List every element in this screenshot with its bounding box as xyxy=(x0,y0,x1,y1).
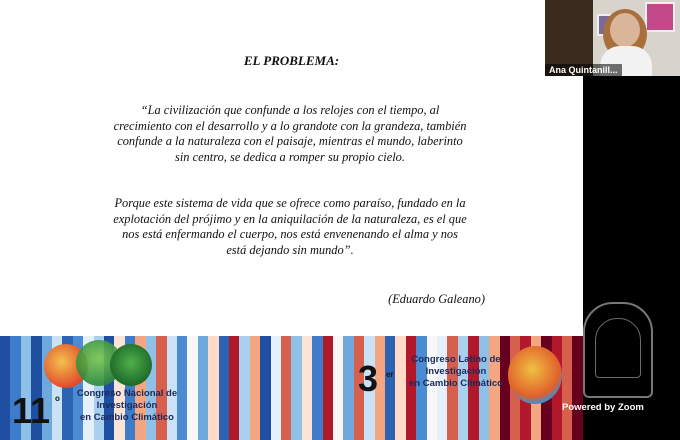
climate-stripe xyxy=(572,336,582,440)
banner-line: en Cambio Climático xyxy=(409,378,503,389)
quote-line: “La civilización que confunde a los relojes con el tiempo, al xyxy=(140,103,440,117)
quote-paragraph-1 xyxy=(40,103,540,165)
climate-stripe xyxy=(291,336,301,440)
university-seal-icon xyxy=(583,302,653,398)
climate-stripe xyxy=(343,336,353,440)
climate-stripe xyxy=(312,336,322,440)
congress-name-right xyxy=(398,354,514,390)
climate-stripe xyxy=(229,336,239,440)
participant-name: Ana Quintanill... xyxy=(545,64,622,76)
climate-stripe xyxy=(385,336,395,440)
climate-stripe xyxy=(0,336,10,440)
climate-stripe xyxy=(250,336,260,440)
climate-stripe xyxy=(198,336,208,440)
congress-banner xyxy=(0,336,583,440)
participant-video[interactable] xyxy=(545,0,680,76)
seal-emblem xyxy=(595,318,641,378)
climate-stripe xyxy=(219,336,229,440)
climate-stripe xyxy=(562,336,572,440)
quote-author: (Eduardo Galeano) xyxy=(388,292,485,306)
climate-stripe xyxy=(260,336,270,440)
banner-line: Investigación xyxy=(425,366,487,377)
climate-stripe xyxy=(271,336,281,440)
person-face xyxy=(610,13,640,47)
banner-line: Investigación xyxy=(96,400,158,411)
quote-line: confunde a la naturaleza con el paisaje, mientras el mundo, laberinto xyxy=(117,134,463,148)
quote-line: Porque este sistema de vida que se ofrece como paraíso, fundado en la xyxy=(114,196,466,210)
quote-line: crecimiento con el desarrollo y a lo grandote con la grandeza, también xyxy=(113,118,467,133)
edition-number-right: 3 xyxy=(358,358,379,399)
congress-name-left xyxy=(62,388,192,424)
painting xyxy=(645,2,675,32)
quote-line: está dejando sin mundo”. xyxy=(226,242,354,257)
climate-stripe xyxy=(239,336,249,440)
quote-line: nos está enfermando el cuerpo, nos está envenenando el alma y nos xyxy=(122,227,458,241)
climate-stripe xyxy=(208,336,218,440)
climate-stripe xyxy=(323,336,333,440)
powered-by-zoom: Powered by Zoom xyxy=(562,402,644,413)
banner-line: en Cambio Climático xyxy=(80,412,174,423)
quote-line: sin centro, se dedica a romper su propio cielo. xyxy=(175,149,405,164)
slide-title: EL PROBLEMA: xyxy=(243,53,340,68)
climate-stripe xyxy=(281,336,291,440)
quote-paragraph-2 xyxy=(40,196,540,258)
edition-superscript-left: o xyxy=(55,394,60,403)
edition-superscript-right: er xyxy=(386,370,394,379)
climate-stripe xyxy=(333,336,343,440)
americas-map-icon xyxy=(508,346,562,404)
edition-number-left: 11 xyxy=(12,390,51,431)
quote-line: explotación del prójimo y en la aniquilación de la naturaleza, es el que xyxy=(113,211,467,226)
climate-stripe xyxy=(302,336,312,440)
globe-icon xyxy=(110,344,152,386)
banner-line: Congreso Nacional de xyxy=(76,388,178,399)
banner-line: Congreso Latino de xyxy=(411,354,501,365)
